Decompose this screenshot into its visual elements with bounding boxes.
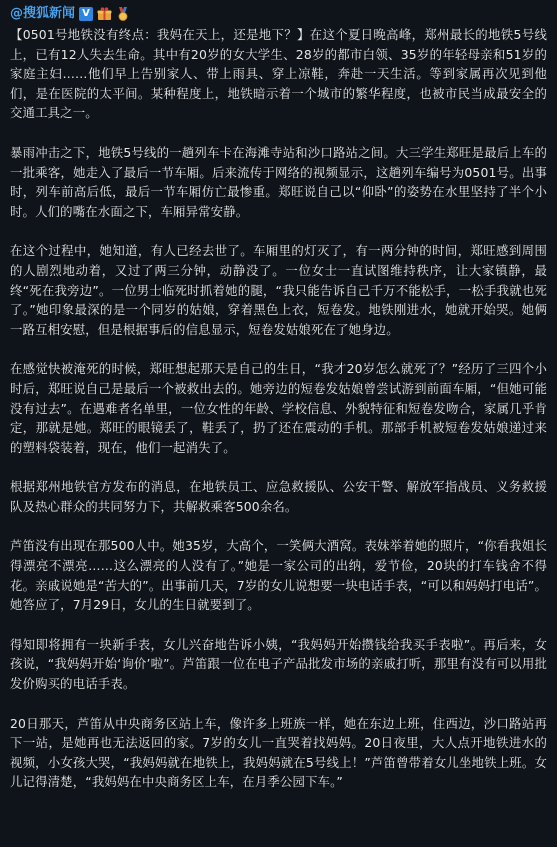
post-paragraph-6: 芦笛没有出现在那500人中。她35岁，大高个，一笑俩大酒窝。表妹举着她的照片，“你看我姐长得漂亮不漂亮……这么漂亮的人没有了。”她是一家公司的出纳，爱节俭，20块的打车钱舍不得花。亲戚说她是“苦大的”。出事前几天，7岁的女儿说想要一块电话手表，“可以和妈妈打电话”。她答应了，7月29日，女儿的生日就要到了。 <box>10 538 547 613</box>
gift-icon <box>97 7 112 21</box>
post-paragraph-2: 暴雨冲击之下，地铁5号线的一趟列车卡在海滩寺站和沙口路站之间。大三学生郑旺是最后上车的一批乘客，她走入了最后一节车厢。后来流传于网络的视频显示，这趟列车编号为0501号。出事时，列车前高后低，最后一节车厢仿亡最惨重。郑旺说自己以“仰卧”的姿势在水里坚持了半个小时。人们的嘴在水面之下，车厢异常安静。 <box>10 144 547 219</box>
post-paragraph-4: 在感觉快被淹死的时候，郑旺想起那天是自己的生日，“我才20岁怎么就死了？”经历了三四个小时后，郑旺说自己是最后一个被救出去的。她旁边的短卷发姑娘曾尝试游到前面车厢，“但她可能没有过去”。在遇难者名单里，一位女性的年龄、学校信息、外貌特征和短卷发吻合，家属几乎肯定，那就是她。郑旺的眼镜丢了，鞋丢了，扔了还在震动的手机。那部手机被短卷发姑娘递过来的塑料袋装着，现在，他们一起消失了。 <box>10 361 547 455</box>
post-paragraph-1: 【0501号地铁没有终点：我妈在天上，还是地下？】在这个夏日晚高峰，郑州最长的地铁5号线上，已有12人失去生命。其中有20岁的女大学生、28岁的都市白领、35岁的年轻母亲和51岁的家庭主妇……他们早上告别家人、带上雨具、穿上凉鞋，奔赴一天生活。等到家属再次见到他们，是在医院的太平间。某种程度上，地铁暗示着一个城市的繁华程度，也被市民当成最安全的交通工具之一。 <box>10 27 547 121</box>
post-paragraph-5: 根据郑州地铁官方发布的消息，在地铁员工、应急救援队、公安干警、解放军指战员、义务救援队及热心群众的共同努力下，共解救乘客500余名。 <box>10 479 547 514</box>
post-paragraph-8: 20日那天，芦笛从中央商务区站上车，像许多上班族一样，她在东边上班，住西边，沙口路站再下一站，是她再也无法返回的家。7岁的女儿一直哭着找妈妈。20日夜里，大人点开地铁进水的视频，小女孩大哭，“我妈妈就在地铁上，我妈妈就在5号线上！”芦笛曾带着女儿坐地铁上班。女儿记得清楚，“我妈妈在中央商务区上车，在月季公园下车。” <box>10 715 547 790</box>
medal-icon <box>116 7 130 21</box>
post-header <box>10 5 547 23</box>
post-paragraph-7: 得知即将拥有一块新手表，女儿兴奋地告诉小姨，“我妈妈开始攒钱给我买手表啦”。再后来，女孩说，“我妈妈开始‘询价’啦”。芦笛跟一位在电子产品批发市场的亲戚打听，那里有没有可以用批发价购买的电话手表。 <box>10 636 547 692</box>
verified-v-icon: V <box>79 7 93 21</box>
author-name[interactable]: @搜狐新闻 <box>10 6 76 21</box>
post-paragraph-3: 在这个过程中，她知道，有人已经去世了。车厢里的灯灭了，有一两分钟的时间，郑旺感到周围的人剧烈地动着，又过了两三分钟，动静没了。一位女士一直试图维持秩序，让大家镇静，最终“死在我旁边”。一位男士临死时抓着她的腿，“我只能告诉自己千万不能松手，一松手我就也死了。”她印象最深的是一个同岁的姑娘，穿着黑色上衣，短卷发。地铁刚进水，她就开始哭。她俩一路互相安慰，但是根据事后的信息显示，短卷发姑娘死在了她身边。 <box>10 243 547 337</box>
